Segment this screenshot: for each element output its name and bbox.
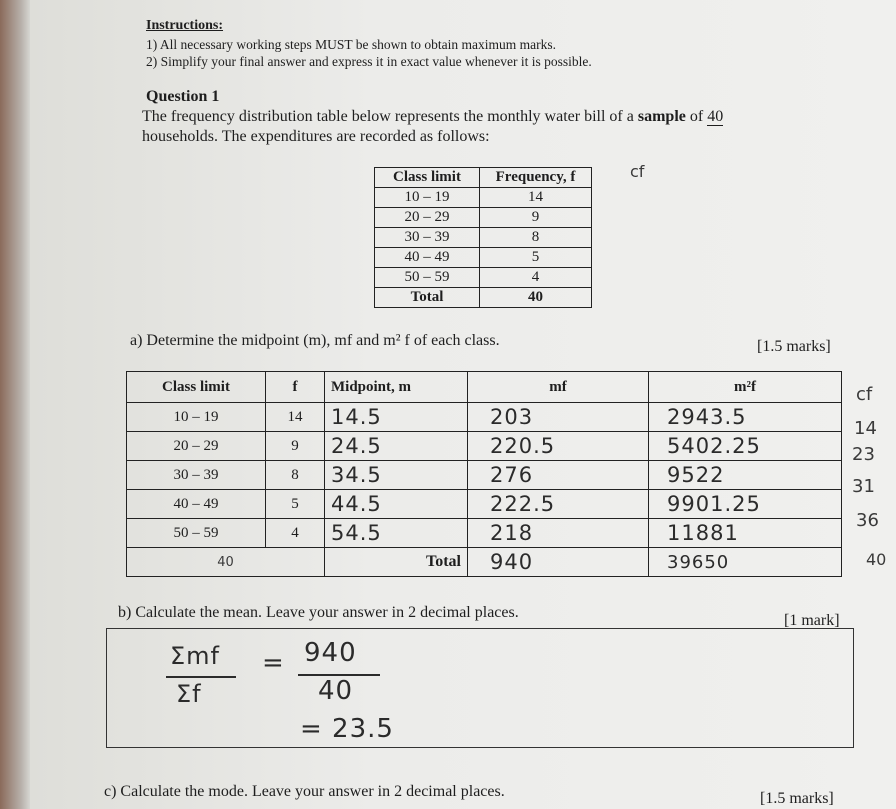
class-cell: 50 – 59 (127, 519, 266, 548)
m2f-cell: 11881 (649, 519, 842, 548)
frequency-cell: 14 (480, 188, 592, 208)
instruction-1: 1) All necessary working steps MUST be shown to obtain maximum marks. (146, 37, 556, 52)
header-class-limit: Class limit (127, 372, 266, 403)
total-label: Total (325, 548, 468, 577)
work-numerator: Σmf (170, 642, 220, 670)
midpoint-cell: 44.5 (325, 490, 468, 519)
header-midpoint: Midpoint, m (325, 372, 468, 403)
midpoint-cell: 24.5 (325, 432, 468, 461)
part-c-marks: [1.5 marks] (760, 790, 834, 807)
question-text-line2: households. The expenditures are recorded as follows: (142, 128, 490, 145)
frequency-cell: 5 (480, 248, 592, 268)
total-label: Total (375, 288, 480, 308)
m2f-cell: 9522 (649, 461, 842, 490)
header-f: f (266, 372, 325, 403)
table-row (127, 490, 842, 519)
instruction-2: 2) Simplify your final answer and express it in exact value whenever it is possible. (146, 54, 592, 69)
class-cell: 10 – 19 (375, 188, 480, 208)
frequency-cell: 8 (480, 228, 592, 248)
f-cell: 5 (266, 490, 325, 519)
margin-note: 14 (854, 418, 877, 439)
table-row (375, 248, 592, 268)
m2f-cell: 5402.25 (649, 432, 842, 461)
total-f-cell: 40 (127, 548, 325, 577)
class-cell: 30 – 39 (127, 461, 266, 490)
work-denominator-2: 40 (318, 676, 354, 706)
top-margin-note: cf (630, 162, 645, 181)
f-cell: 4 (266, 519, 325, 548)
header-m2f: m²f (649, 372, 842, 403)
table-row (375, 268, 592, 288)
work-result: = 23.5 (300, 714, 394, 744)
question-title: Question 1 (146, 88, 220, 105)
table-row (127, 432, 842, 461)
mf-cell: 218 (468, 519, 649, 548)
table-total-row (375, 288, 592, 308)
frequency-cell: 4 (480, 268, 592, 288)
fraction-bar-1 (166, 676, 236, 678)
part-c-question: c) Calculate the mode. Leave your answer in 2 decimal places. (104, 783, 505, 800)
question-text-line1: The frequency distribution table below represents the monthly water bill of a sample of 40 (142, 108, 724, 125)
f-cell: 8 (266, 461, 325, 490)
mf-cell: 222.5 (468, 490, 649, 519)
class-cell: 40 – 49 (375, 248, 480, 268)
work-equals: = (262, 648, 285, 678)
margin-note: 36 (856, 510, 879, 531)
page-left-edge (0, 0, 30, 809)
margin-note: cf (856, 384, 873, 405)
margin-note: 23 (852, 444, 875, 465)
instructions-title: Instructions: (146, 18, 224, 33)
table-row (127, 461, 842, 490)
header-mf: mf (468, 372, 649, 403)
table-row (375, 228, 592, 248)
mf-cell: 220.5 (468, 432, 649, 461)
table-row (375, 188, 592, 208)
table-total-row (127, 548, 842, 577)
f-cell: 14 (266, 403, 325, 432)
part-a-question: a) Determine the midpoint (m), mf and m² f of each class. (130, 332, 500, 349)
table-row (127, 519, 842, 548)
midpoint-cell: 54.5 (325, 519, 468, 548)
part-b-question: b) Calculate the mean. Leave your answer in 2 decimal places. (118, 604, 519, 621)
m2f-cell: 9901.25 (649, 490, 842, 519)
class-cell: 40 – 49 (127, 490, 266, 519)
work-numerator-2: 940 (304, 638, 357, 668)
freq-header-frequency: Frequency, f (480, 168, 592, 188)
mf-cell: 276 (468, 461, 649, 490)
part-b-marks: [1 mark] (784, 612, 840, 629)
total-m2f-cell: 39650 (649, 548, 842, 577)
frequency-table (374, 167, 592, 308)
class-cell: 50 – 59 (375, 268, 480, 288)
table-row (127, 403, 842, 432)
m2f-cell: 2943.5 (649, 403, 842, 432)
part-a-table (126, 371, 842, 577)
part-a-marks: [1.5 marks] (757, 338, 831, 355)
midpoint-cell: 34.5 (325, 461, 468, 490)
work-denominator: Σf (176, 680, 202, 708)
frequency-cell: 9 (480, 208, 592, 228)
freq-header-class: Class limit (375, 168, 480, 188)
margin-note: 40 (866, 550, 887, 569)
class-cell: 10 – 19 (127, 403, 266, 432)
table-row (375, 208, 592, 228)
class-cell: 20 – 29 (127, 432, 266, 461)
f-cell: 9 (266, 432, 325, 461)
total-mf-cell: 940 (468, 548, 649, 577)
mf-cell: 203 (468, 403, 649, 432)
class-cell: 30 – 39 (375, 228, 480, 248)
margin-note: 31 (852, 476, 875, 497)
total-value: 40 (480, 288, 592, 308)
class-cell: 20 – 29 (375, 208, 480, 228)
midpoint-cell: 14.5 (325, 403, 468, 432)
